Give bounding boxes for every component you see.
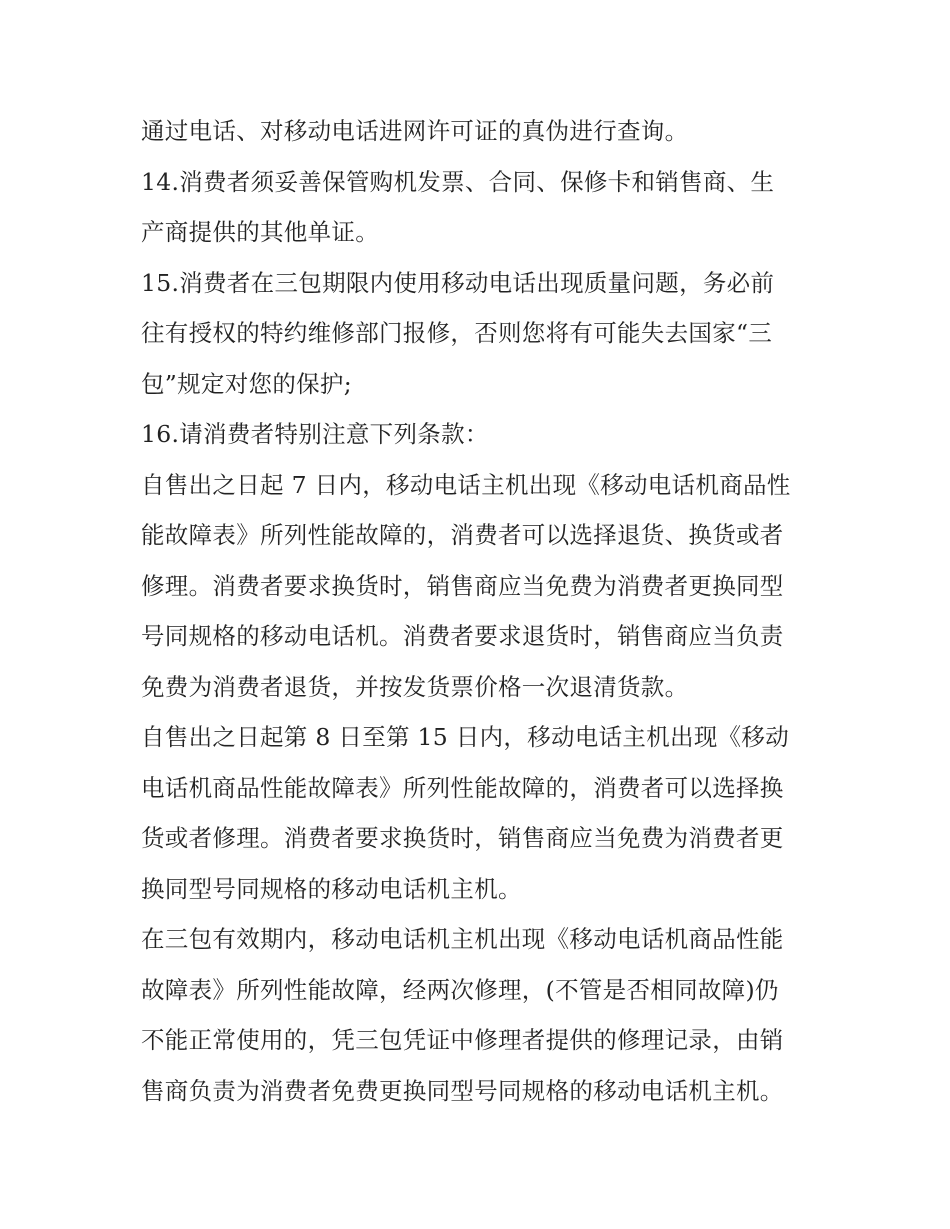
text-line: 货或者修理。消费者要求换货时，销售商应当免费为消费者更 [141, 824, 784, 852]
text-line: 16.请消费者特别注意下列条款： [141, 420, 489, 448]
text-line: 号同规格的移动电话机。消费者要求退货时，销售商应当负责 [141, 622, 784, 650]
document-body [141, 106, 821, 1116]
text-line: 能故障表》所列性能故障的，消费者可以选择退货、换货或者 [141, 521, 784, 549]
text-line: 15.消费者在三包期限内使用移动电话出现质量问题，务必前 [141, 268, 775, 297]
text-line: 自售出之日起第 8 日至第 15 日内，移动电话主机出现《移动 [141, 723, 790, 751]
text-line: 包”规定对您的保护; [141, 369, 352, 398]
text-line: 免费为消费者退货，并按发货票价格一次退清货款。 [141, 672, 689, 701]
text-line: 自售出之日起 7 日内，移动电话主机出现《移动电话机商品性 [141, 470, 791, 499]
text-line: 往有授权的特约维修部门报修，否则您将有可能失去国家“三 [141, 319, 773, 347]
text-line: 通过电话、对移动电话进网许可证的真伪进行查询。 [141, 117, 689, 145]
text-line: 在三包有效期内，移动电话机主机出现《移动电话机商品性能 [141, 925, 784, 953]
text-line: 修理。消费者要求换货时，销售商应当免费为消费者更换同型 [141, 571, 784, 600]
text-line: 14.消费者须妥善保管购机发票、合同、保修卡和销售商、生 [141, 167, 775, 196]
text-line: 电话机商品性能故障表》所列性能故障的，消费者可以选择换 [141, 773, 784, 802]
text-line: 故障表》所列性能故障，经两次修理，(不管是否相同故障)仍 [141, 975, 779, 1004]
text-line: 产商提供的其他单证。 [141, 218, 379, 246]
text-line: 换同型号同规格的移动电话机主机。 [141, 874, 522, 903]
text-line: 售商负责为消费者免费更换同型号同规格的移动电话机主机。 [141, 1076, 784, 1105]
text-line: 不能正常使用的，凭三包凭证中修理者提供的修理记录，由销 [141, 1026, 784, 1054]
